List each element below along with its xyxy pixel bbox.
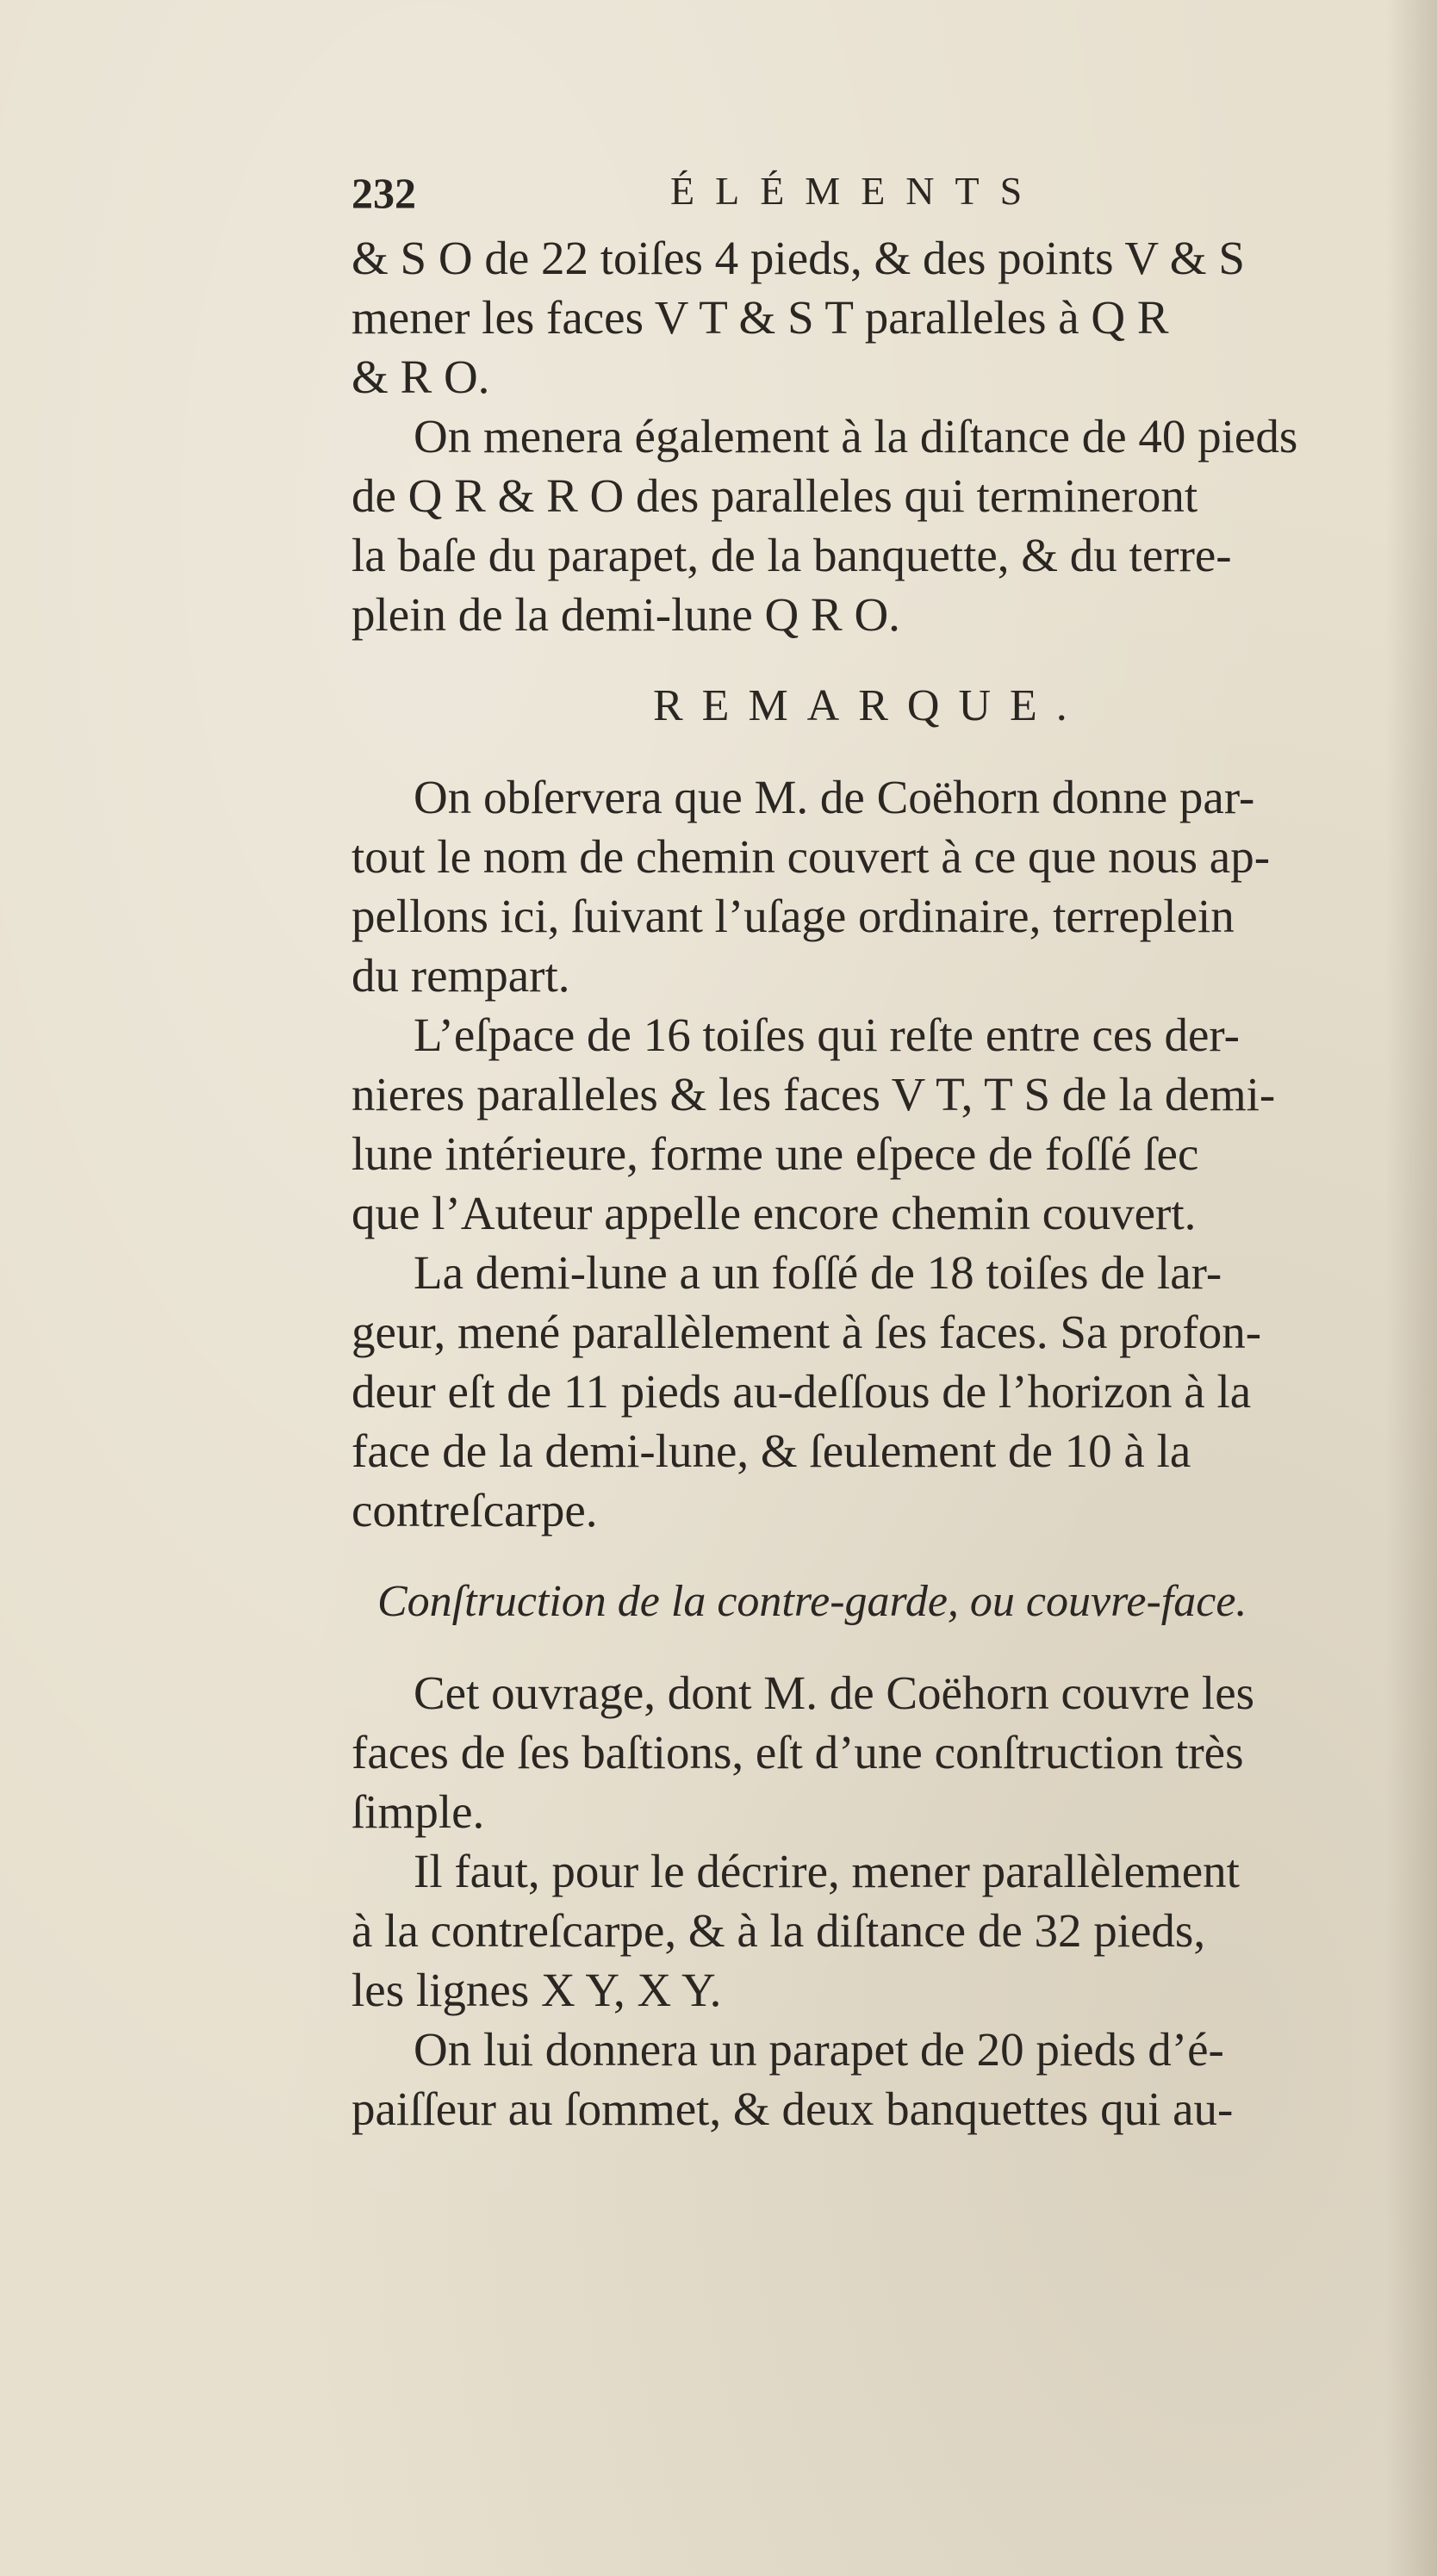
- running-title: ÉLÉMENTS: [670, 169, 1043, 213]
- text-line: & S O de 22 toiſes 4 pieds, & des points V & S: [351, 232, 1245, 284]
- text-line: La demi-lune a un foſſé de 18 toiſes de lar-: [414, 1246, 1222, 1299]
- text-line: tout le nom de chemin couvert à ce que nous ap-: [351, 830, 1271, 883]
- text-block: [351, 168, 1407, 2138]
- text-line: à la contreſcarpe, & à la diſtance de 32 pieds,: [351, 1904, 1206, 1957]
- text-line: ſimple.: [351, 1785, 485, 1838]
- text-line: Cet ouvrage, dont M. de Coëhorn couvre les: [414, 1667, 1255, 1719]
- text-line: plein de la demi-lune Q R O.: [351, 588, 900, 641]
- text-line: nieres paralleles & les faces V T, T S de la demi-: [351, 1068, 1276, 1120]
- text-line: deur eſt de 11 pieds au-deſſous de l’horizon à la: [351, 1365, 1252, 1418]
- text-line: L’eſpace de 16 toiſes qui reſte entre ces der-: [414, 1009, 1240, 1061]
- running-head: [351, 168, 1407, 228]
- text-line: mener les faces V T & S T paralleles à Q R: [351, 291, 1169, 344]
- text-line: On obſervera que M. de Coëhorn donne par-: [414, 771, 1255, 823]
- text-line: & R O.: [351, 351, 490, 403]
- section-title-contre-garde: Conſtruction de la contre-garde, ou couvre-face.: [377, 1577, 1247, 1626]
- text-line: lune intérieure, forme une eſpece de foſſé ſec: [351, 1127, 1199, 1180]
- text-line: face de la demi-lune, & ſeulement de 10 à la: [351, 1425, 1191, 1477]
- text-line: pellons ici, ſuivant l’uſage ordinaire, terreplein: [351, 890, 1235, 942]
- text-line: faces de ſes baſtions, eſt d’une conſtruction très: [351, 1726, 1244, 1778]
- text-line: que l’Auteur appelle encore chemin couvert.: [351, 1187, 1197, 1239]
- text-line: On lui donnera un parapet de 20 pieds d’é-: [414, 2023, 1224, 2076]
- section-heading-remarque: REMARQUE.: [653, 681, 1086, 730]
- text-line: les lignes X Y, X Y.: [351, 1964, 722, 2016]
- page-number: 232: [351, 169, 416, 217]
- text-line: du rempart.: [351, 949, 570, 1002]
- text-line: contreſcarpe.: [351, 1484, 598, 1536]
- text-line: geur, mené parallèlement à ſes faces. Sa profon-: [351, 1306, 1262, 1358]
- text-line: Il faut, pour le décrire, mener parallèlement: [414, 1845, 1240, 1897]
- text-line: de Q R & R O des paralleles qui termineront: [351, 469, 1198, 522]
- text-line: la baſe du parapet, de la banquette, & du terre-: [351, 529, 1232, 581]
- text-line: paiſſeur au ſommet, & deux banquettes qui au-: [351, 2083, 1234, 2135]
- text-line: On menera également à la diſtance de 40 pieds: [414, 410, 1298, 462]
